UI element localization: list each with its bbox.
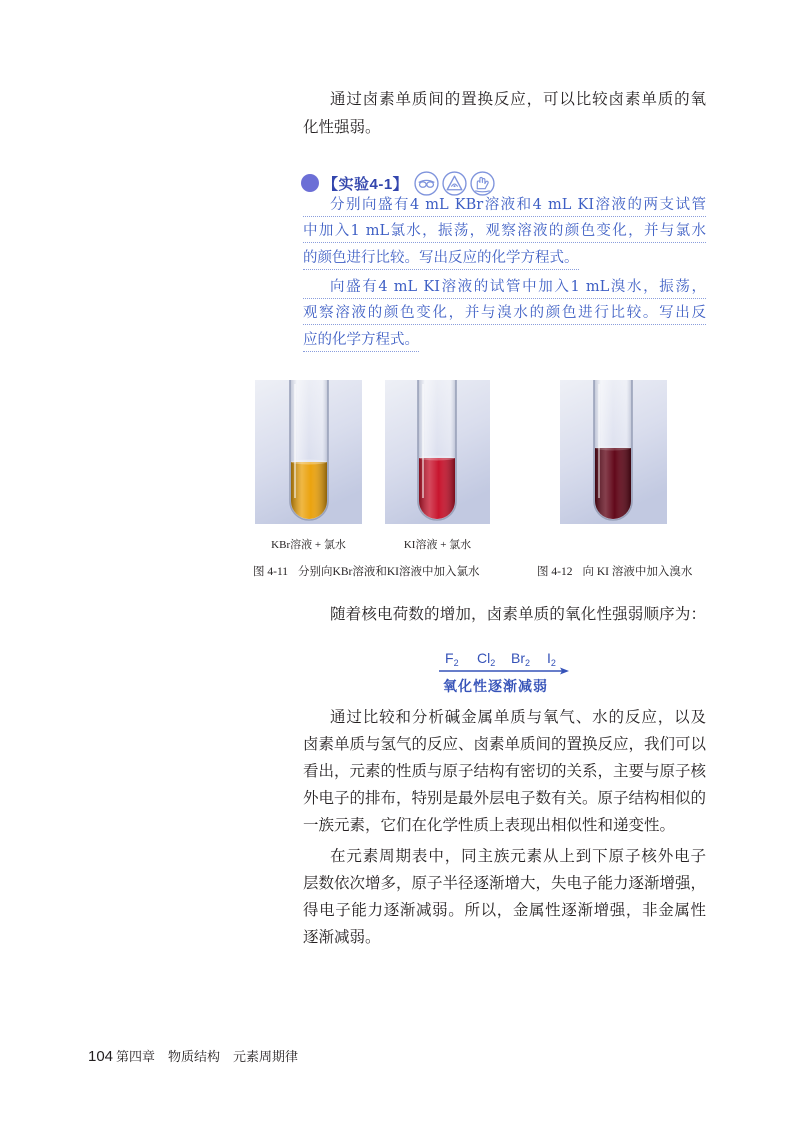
experiment-line: 向盛有4 mL KI溶液的试管中加入1 mL溴水，振荡， xyxy=(303,275,706,299)
figure-number: 图 4-12 xyxy=(537,566,573,578)
paragraph-line: 得电子能力逐渐减弱。所以，金属性逐渐增强，非金属性 xyxy=(303,902,706,919)
figure-caption-text: 向 KI 溶液中加入溴水 xyxy=(582,566,693,578)
figure-number: 图 4-11 xyxy=(253,566,289,578)
page-number: 104 xyxy=(88,1048,114,1065)
experiment-line: 观察溶液的颜色变化，并与溴水的颜色进行比较。写出反 xyxy=(303,301,706,325)
test-tube-photo-ki-chlorine xyxy=(385,380,490,524)
paragraph-line: 看出，元素的性质与原子结构有密切的关系，主要与原子核 xyxy=(303,763,707,780)
test-tube-photo-ki-bromine xyxy=(560,380,667,524)
figure-caption-text: 分别向KBr溶液和KI溶液中加入氯水 xyxy=(298,566,480,578)
paragraph-line: 一族元素，它们在化学性质上表现出相似性和递变性。 xyxy=(303,817,676,834)
goggles-icon xyxy=(414,171,439,196)
experiment-line: 中加入1 mL氯水，振荡，观察溶液的颜色变化，并与氯水 xyxy=(303,219,706,243)
test-tube-photo-kbr xyxy=(255,380,362,524)
intro-line: 化性强弱。 xyxy=(303,119,381,136)
experiment-line: 的颜色进行比较。写出反应的化学方程式。 xyxy=(303,246,579,270)
paragraph-line: 外电子的排布，特别是最外层电子数有关。原子结构相似的 xyxy=(303,790,707,807)
experiment-badge-icon xyxy=(300,173,320,193)
trend-label: 氧化性逐渐减弱 xyxy=(443,678,548,694)
halogen-species: $Cl_2$ xyxy=(477,650,496,668)
figure-caption xyxy=(537,563,692,581)
experiment-line: 分别向盛有4 mL KBr溶液和4 mL KI溶液的两支试管 xyxy=(303,193,706,217)
intro-line: 通过卤素单质间的置换反应，可以比较卤素单质的氧 xyxy=(330,91,706,108)
paragraph-line: 逐渐减弱。 xyxy=(303,929,381,946)
trend-arrow-icon xyxy=(438,666,570,676)
paragraph-line: 在元素周期表中，同主族元素从上到下原子核外电子 xyxy=(330,848,706,865)
paragraph-line: 层数依次增多，原子半径逐渐增大，失电子能力逐渐增强， xyxy=(303,875,707,892)
experiment-header xyxy=(300,171,498,195)
hazard-triangle-icon xyxy=(442,171,467,196)
paragraph-line: 卤素单质与氢气的反应、卤素单质间的置换反应，我们可以 xyxy=(303,736,707,753)
halogen-species: $F_2$ xyxy=(445,650,459,668)
order-intro-line: 随着核电荷数的增加，卤素单质的氧化性强弱顺序为： xyxy=(330,606,706,623)
tube-label: KBr溶液 + 氯水 xyxy=(271,539,346,551)
page-footer xyxy=(88,1047,298,1067)
figure-caption xyxy=(253,563,479,581)
paragraph-line: 通过比较和分析碱金属单质与氧气、水的反应，以及 xyxy=(330,709,706,726)
experiment-title: 【实验4-1】 xyxy=(323,175,409,193)
chapter-title: 第四章 物质结构 元素周期律 xyxy=(116,1049,299,1064)
halogen-species: $Br_2$ xyxy=(511,650,531,668)
experiment-line: 应的化学方程式。 xyxy=(303,328,419,352)
halogen-species: $I_2$ xyxy=(547,650,556,668)
tube-label: KI溶液 + 氯水 xyxy=(403,539,472,551)
hand-wash-icon xyxy=(470,171,495,196)
